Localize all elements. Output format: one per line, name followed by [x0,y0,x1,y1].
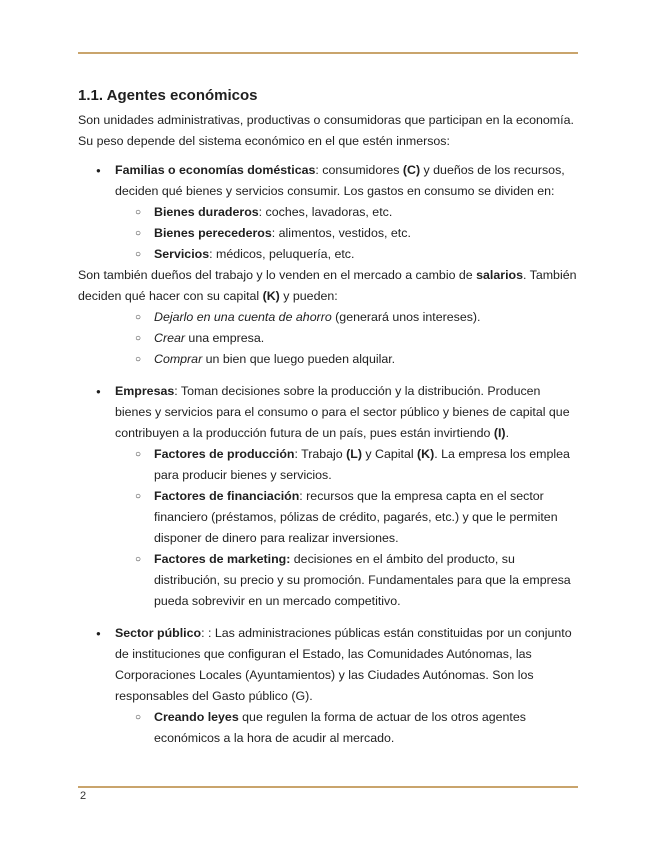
sublist-item: ○ Comprar un bien que luego pueden alquilar. [78,349,580,370]
section-heading: 1.1. Agentes económicos [78,87,258,104]
list-item-familias: ● Familias o economías domésticas: consumidores (C) y dueños de los recursos, deciden qué bienes y servicios consumir. Los gastos en consumo se dividen en: [78,160,580,202]
sublist-item: ○ Dejarlo en una cuenta de ahorro (generará unos intereses). [78,307,580,328]
agents-list [78,160,580,202]
capital-options-sublist [78,307,580,370]
sublist-item: ○ Creando leyes que regulen la forma de actuar de los otros agentes económicos a la hora de acudir al mercado. [78,707,580,749]
sublist-item: ○ Factores de marketing: decisiones en el ámbito del producto, su distribución, su precio y su promoción. Fundamentales para que la empresa pueda sobrevivir en un mercado competitivo. [78,549,580,612]
sector-list [78,623,580,707]
intro-paragraph: Son unidades administrativas, productivas o consumidoras que participan en la economía. Su peso depende del sistema económico en el que estén inmersos: [78,113,574,148]
sublist-item: ○ Factores de producción: Trabajo (L) y Capital (K). La empresa los emplea para producir bienes y servicios. [78,444,580,486]
consumo-sublist [78,202,580,265]
sector-title: Sector público [115,626,202,640]
list-item-empresas: ● Empresas: Toman decisiones sobre la producción y la distribución. Producen bienes y servicios para el consumo o para el sector público y bienes de capital que contribuyen a la producción futura de un país, pues están invirtiendo (I). [78,381,580,444]
sublist-item: ○ Bienes perecederos: alimentos, vestidos, etc. [78,223,580,244]
empresas-list [78,381,580,444]
familias-note: Son también dueños del trabajo y lo venden en el mercado a cambio de salarios. También deciden qué hacer con su capital (K) y pueden: [78,268,577,303]
factores-sublist [78,444,580,612]
sublist-item: ○ Crear una empresa. [78,328,580,349]
sublist-item: ○ Factores de financiación: recursos que la empresa capta en el sector financiero (préstamos, pólizas de crédito, pagarés, etc.) y que le permiten disponer de dinero para realizar inversiones. [78,486,580,549]
sector-sublist [78,707,580,749]
footer-rule [78,786,578,788]
sublist-item: ○ Servicios: médicos, peluquería, etc. [78,244,580,265]
list-item-sector-publico: ● Sector público: : Las administraciones públicas están constituidas por un conjunto de instituciones que configuran el Estado, las Comunidades Autónomas, las Corporaciones Locales (Ayuntamientos) y las Ciudades Autónomas. Son los responsables del Gasto público (G). [78,623,580,707]
empresas-title: Empresas [115,384,175,398]
page-content [78,84,580,749]
page-number: 2 [80,790,87,802]
familias-title: Familias o economías domésticas [115,163,316,177]
sublist-item: ○ Bienes duraderos: coches, lavadoras, etc. [78,202,580,223]
header-rule [78,52,578,54]
